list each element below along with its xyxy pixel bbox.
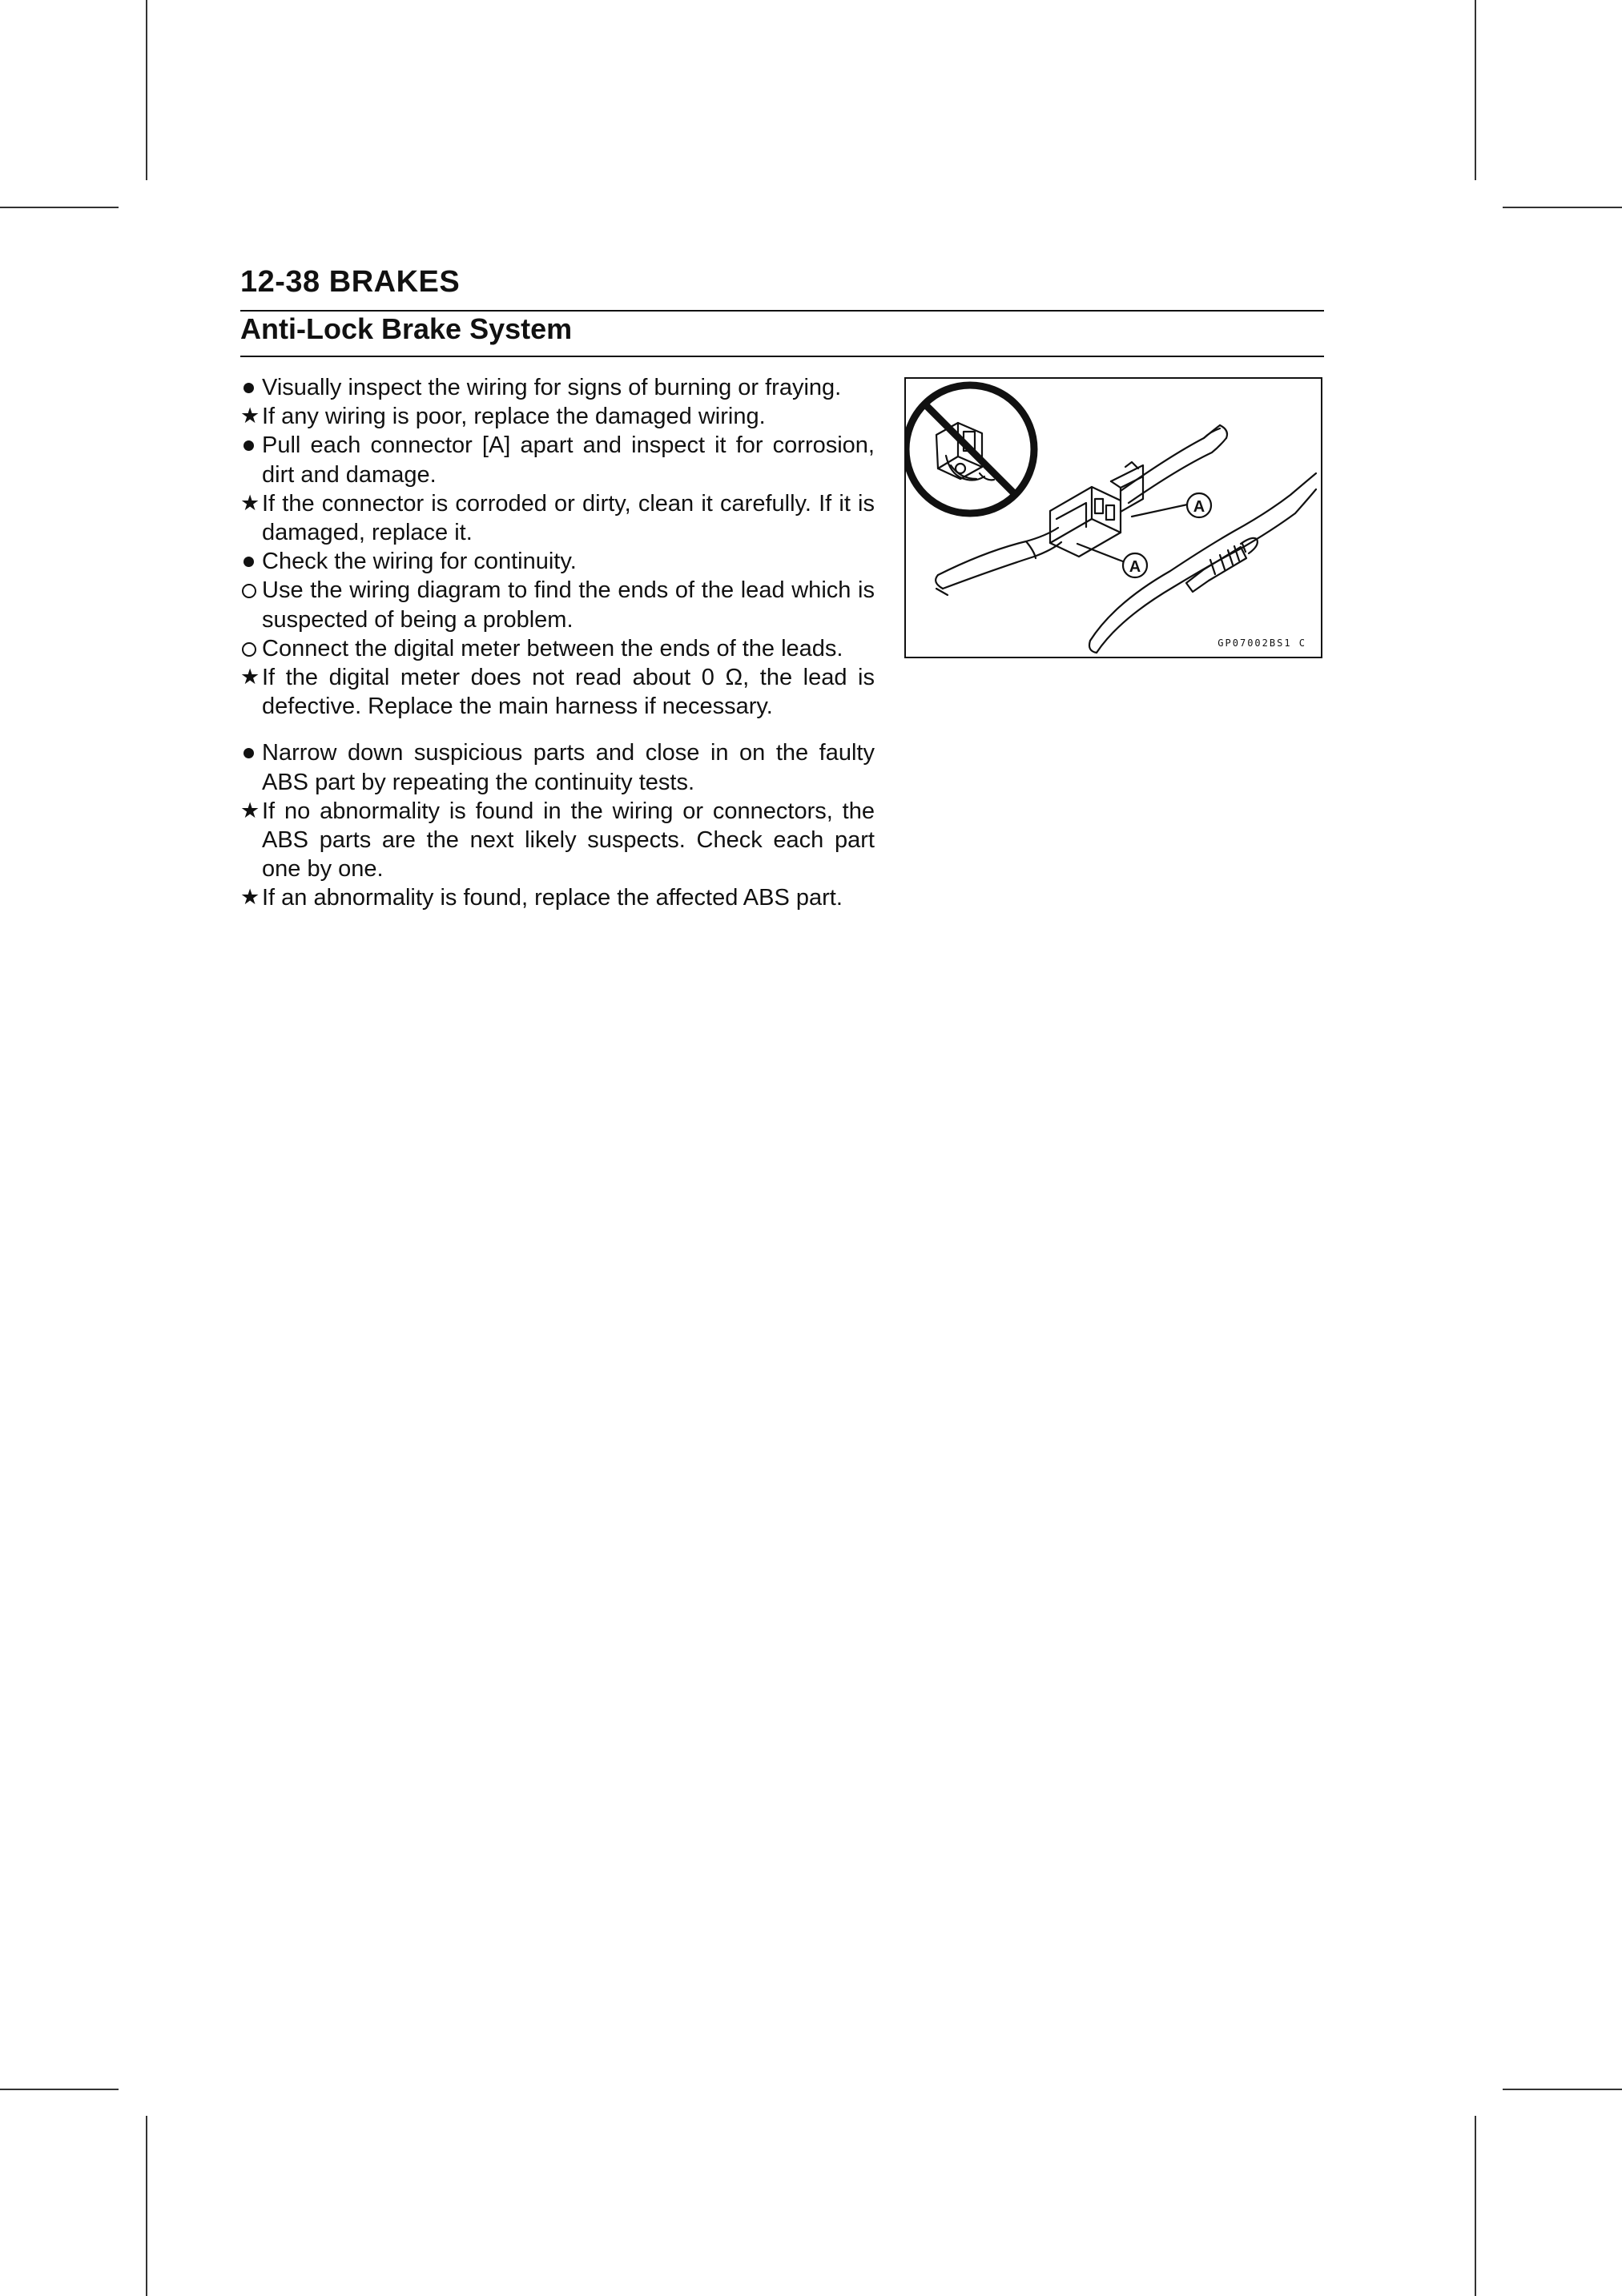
callout-a-upper <box>1187 493 1211 517</box>
section-rule <box>240 356 1324 357</box>
crop-mark <box>0 207 119 208</box>
list-item: If the digital meter does not read about 0 Ω, the lead is defective. Replace the main harness if necessary. <box>262 665 875 720</box>
svg-text:A: A <box>1129 558 1141 576</box>
prohibition-icon <box>906 385 1034 513</box>
crop-mark <box>1475 2116 1476 2296</box>
crop-mark <box>1475 0 1476 180</box>
svg-text:A: A <box>1193 498 1205 516</box>
crop-mark <box>146 2116 147 2296</box>
list-item: Check the wiring for continuity. <box>262 549 577 575</box>
list-item: If the connector is corroded or dirty, clean it carefully. If it is damaged, replace it. <box>262 490 875 546</box>
page-title: 12-38 BRAKES <box>240 265 461 299</box>
list-item: If an abnormality is found, replace the affected ABS part. <box>262 885 843 911</box>
crop-mark <box>1503 207 1622 208</box>
crop-mark <box>146 0 147 180</box>
connector-illustration-icon <box>906 379 1321 657</box>
section-title: Anti-Lock Brake System <box>240 312 573 345</box>
crop-mark <box>1503 2089 1622 2090</box>
list-item: If no abnormality is found in the wiring or connectors, the ABS parts are the next likely suspects. Check each part one by one. <box>262 798 875 883</box>
figure-code: GP07002BS1 C <box>1218 637 1306 649</box>
connector-figure <box>904 377 1322 658</box>
list-item: Narrow down suspicious parts and close in on the faulty ABS part by repeating the continuity tests. <box>262 740 875 795</box>
instruction-list <box>240 373 875 913</box>
list-item: If any wiring is poor, replace the damaged wiring. <box>262 404 766 430</box>
header-rule <box>240 310 1324 312</box>
list-item: Connect the digital meter between the ends of the leads. <box>262 635 843 661</box>
list-item: Pull each connector [A] apart and inspect it for corrosion, dirt and damage. <box>262 432 875 488</box>
callout-a-lower <box>1123 553 1147 577</box>
crop-mark <box>0 2089 119 2090</box>
list-item: Use the wiring diagram to find the ends of the lead which is suspected of being a problem. <box>262 577 875 633</box>
list-item: Visually inspect the wiring for signs of burning or fraying. <box>262 375 842 400</box>
